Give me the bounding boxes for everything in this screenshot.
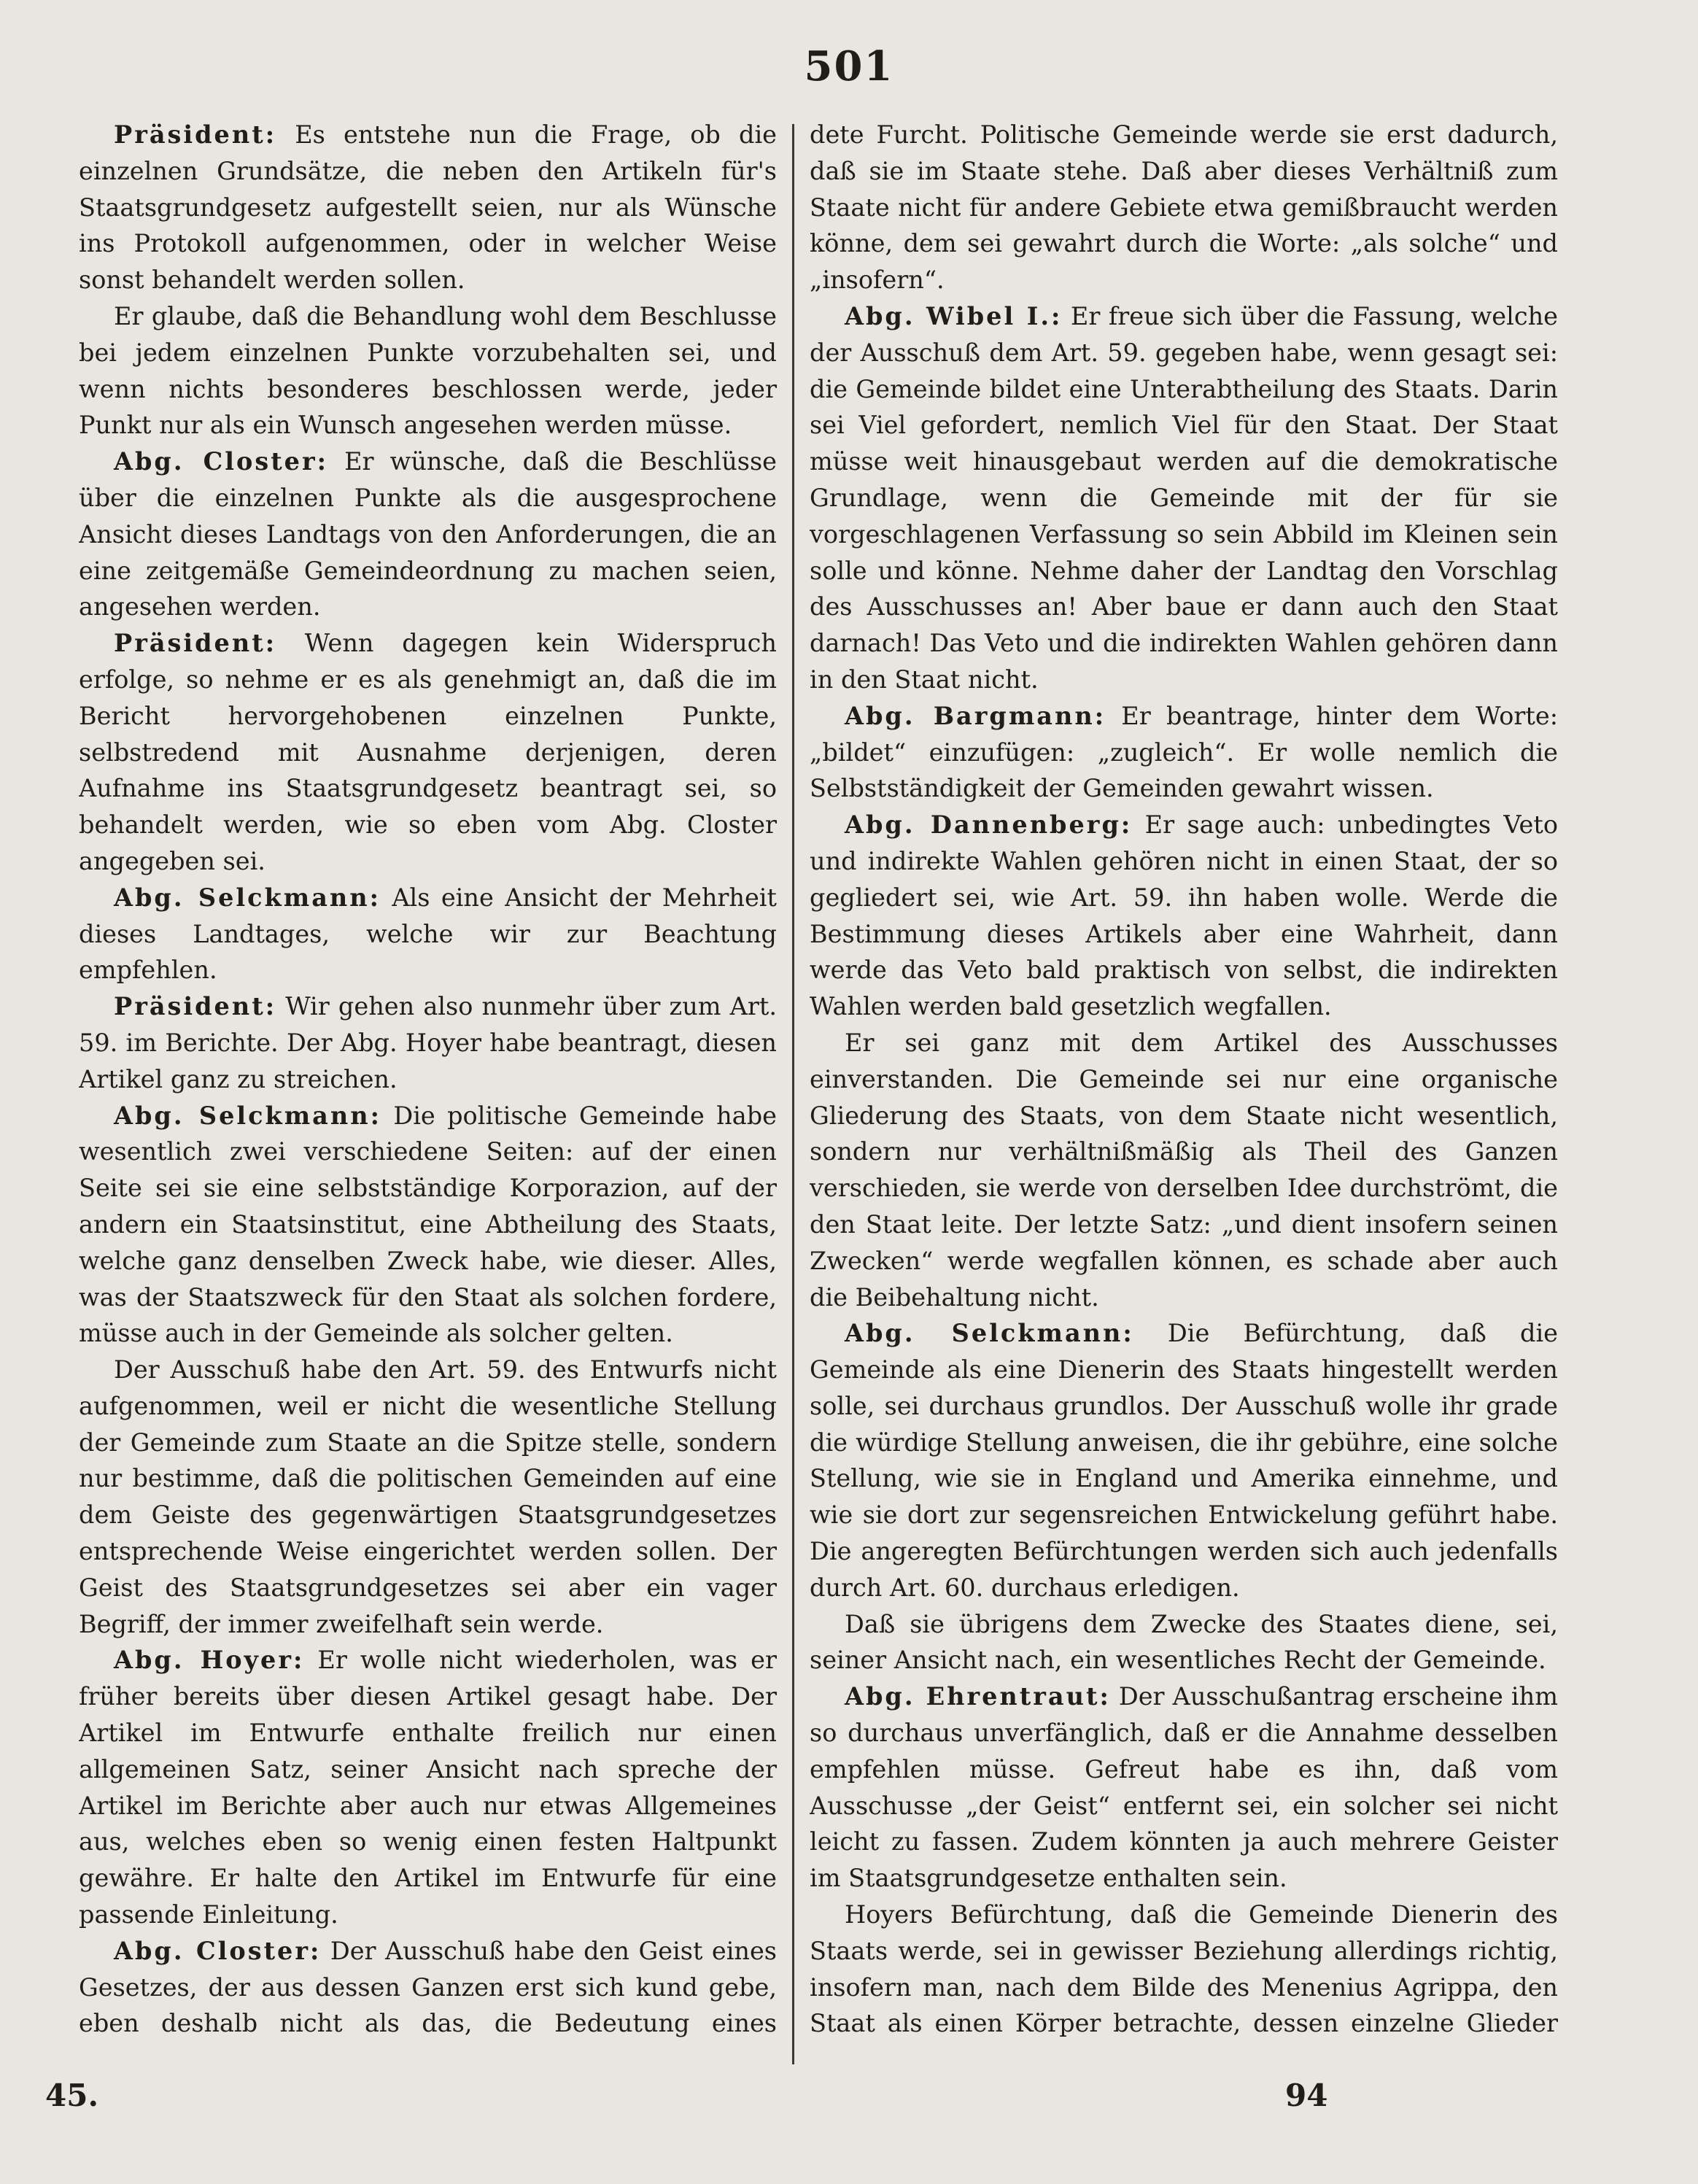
speaker-name: Abg. Ehrentraut: [845, 1682, 1111, 1711]
speaker-name: Abg. Closter: [114, 447, 329, 476]
paragraph-text: Der Ausschußantrag erscheine ihm so durchaus unverfänglich, daß er die Annahme desselben empfehlen müsse. Gefreut habe es ihn, daß vom Ausschusse „der Geist“ entfernt sei, ein solcher sei nicht leicht zu fassen. Zudem könnten ja auch mehrere Geister im Staatsgrundgesetze enthalten sein. [810, 1682, 1558, 1893]
paragraph-text: dete Furcht. Politische Gemeinde werde sie erst dadurch, daß sie im Staate stehe. Daß aber dieses Verhältniß zum Staate nicht für andere Gebiete etwa gemißbraucht werden könne, dem sei gewahrt durch die Worte: „als solche“ und „insofern“. [810, 120, 1558, 295]
paragraph [79, 444, 777, 625]
paragraph [810, 1606, 1558, 1679]
left-column [79, 117, 777, 2046]
paragraph-text: Er wolle nicht wiederholen, was er früher bereits über diesen Artikel gesagt habe. Der Artikel im Entwurfe enthalte freilich nur einen allgemeinen Satz, seiner Ansicht nach spreche der Artikel im Berichte aber auch nur etwas Allgemeines aus, welches eben so wenig einen festen Haltpunkt gewähre. Er halte den Artikel im Entwurfe für eine passende Einleitung. [79, 1646, 777, 1929]
paragraph [79, 1642, 777, 1932]
page-number: 501 [804, 42, 894, 90]
paragraph [79, 625, 777, 880]
speaker-name: Abg. Hoyer: [114, 1646, 305, 1675]
paragraph [79, 117, 777, 298]
paragraph-text: Er wünsche, daß die Beschlüsse über die einzelnen Punkte als die ausgesprochene Ansicht dieses Landtags von den Anforderungen, die an eine zeitgemäße Gemeindeordnung zu machen seien, angesehen werden. [79, 447, 777, 621]
paragraph-text: Wir gehen also nunmehr über zum Art. 59. im Berichte. Der Abg. Hoyer habe beantragt, diesen Artikel ganz zu streichen. [79, 992, 777, 1093]
paragraph [810, 298, 1558, 698]
right-column [810, 117, 1558, 2046]
speaker-name: Abg. Closter: [114, 1936, 322, 1965]
paragraph [79, 1352, 777, 1642]
paragraph-text: Wenn dagegen kein Widerspruch erfolge, so nehme er es als genehmigt an, daß die im Bericht hervorgehobenen einzelnen Punkte, selbstredend mit Ausnahme derjenigen, deren Aufnahme ins Staatsgrundgesetz beantragt sei, so behandelt werden, wie so eben vom Abg. Closter angegeben sei. [79, 629, 777, 875]
paragraph [79, 880, 777, 988]
paragraph [79, 298, 777, 444]
speaker-name: Abg. Selckmann: [114, 1101, 381, 1130]
paragraph [810, 807, 1558, 1025]
paragraph-text: Hoyers Befürchtung, daß die Gemeinde Dienerin des Staats werde, sei in gewisser Beziehung allerdings richtig, insofern man, nach dem Bilde des Menenius Agrippa, den Staat als einen Körper betrachte, dessen einzelne Glieder [810, 1900, 1558, 2038]
paragraph [79, 1933, 777, 2046]
speaker-name: Präsident: [114, 992, 277, 1021]
paragraph-text: Die Befürchtung, daß die Gemeinde als eine Dienerin des Staats hingestellt werden solle, sei durchaus grundlos. Der Ausschuß wolle ihr grade die würdige Stellung anweisen, die ihr gebühre, eine solche Stellung, wie sie in England und Amerika einnehme, und wie sie dort zur segensreichen Entwickelung geführt habe. Die angeregten Befürchtungen werden sich auch jedenfalls durch Art. 60. durchaus erledigen. [810, 1319, 1558, 1602]
paragraph [810, 1897, 1558, 2046]
column-divider [792, 124, 794, 2064]
paragraph [810, 1315, 1558, 1606]
paragraph-text: Er sage auch: unbedingtes Veto und indirekte Wahlen gehören nicht in einen Staat, der so gegliedert sei, wie Art. 59. ihn haben wolle. Werde die Bestimmung dieses Artikels aber eine Wahrheit, dann werde das Veto bald praktisch von selbst, die indirekten Wahlen werden bald gesetzlich wegfallen. [810, 810, 1558, 1021]
speaker-name: Abg. Bargmann: [845, 701, 1106, 730]
paragraph-text: Der Ausschuß habe den Geist eines Gesetzes, der aus dessen Ganzen erst sich kund gebe, eben deshalb nicht als das, die Bedeutung eines [79, 1936, 777, 2038]
paragraph-text: Es entstehe nun die Frage, ob die einzelnen Grundsätze, die neben den Artikeln für's Staatsgrundgesetz aufgestellt seien, nur als Wünsche ins Protokoll aufgenommen, oder in welcher Weise sonst behandelt werden sollen. [79, 120, 777, 295]
paragraph-text: Die politische Gemeinde habe wesentlich zwei verschiedene Seiten: auf der einen Seite sei sie eine selbstständige Korporazion, auf der andern ein Staatsinstitut, eine Abtheilung des Staats, welche ganz denselben Zweck habe, wie dieser. Alles, was der Staatszweck für den Staat als solchen fordere, müsse auch in der Gemeinde als solcher gelten. [79, 1101, 777, 1348]
speaker-name: Abg. Wibel I.: [845, 301, 1063, 330]
speaker-name: Präsident: [114, 120, 277, 149]
paragraph [810, 1678, 1558, 1897]
paragraph [79, 988, 777, 1097]
paragraph-text: Daß sie übrigens dem Zwecke des Staates diene, sei, seiner Ansicht nach, ein wesentliches Recht der Gemeinde. [810, 1609, 1558, 1675]
paragraph [810, 117, 1558, 298]
paragraph-text: Er beantrage, hinter dem Worte: „bildet“ einzufügen: „zugleich“. Er wolle nemlich die Selbstständigkeit der Gemeinden gewahrt wissen. [810, 701, 1558, 803]
signature-mark-right: 94 [1285, 2077, 1328, 2113]
paragraph [810, 1025, 1558, 1315]
paragraph [79, 1098, 777, 1352]
speaker-name: Präsident: [114, 629, 277, 658]
paragraph-text: Er sei ganz mit dem Artikel des Ausschusses einverstanden. Die Gemeinde sei nur eine organische Gliederung des Staats, von dem Staate nicht wesentlich, sondern nur verhältnißmäßig als Theil des Ganzen verschieden, sie werde von derselben Idee durchströmt, die den Staat leite. Der letzte Satz: „und dient insofern seinen Zwecken“ werde wegfallen können, es schade aber auch die Beibehaltung nicht. [810, 1028, 1558, 1312]
paragraph-text: Der Ausschuß habe den Art. 59. des Entwurfs nicht aufgenommen, weil er nicht die wesentliche Stellung der Gemeinde zum Staate an die Spitze stelle, sondern nur bestimme, daß die politischen Gemeinden auf eine dem Geiste des gegenwärtigen Staatsgrundgesetzes entsprechende Weise eingerichtet werden sollen. Der Geist des Staatsgrundgesetzes sei aber ein vager Begriff, der immer zweifelhaft sein werde. [79, 1355, 777, 1638]
speaker-name: Abg. Dannenberg: [845, 810, 1133, 840]
paragraph-text: Als eine Ansicht der Mehrheit dieses Landtages, welche wir zur Beachtung empfehlen. [79, 883, 777, 985]
speaker-name: Abg. Selckmann: [114, 883, 381, 912]
speaker-name: Abg. Selckmann: [845, 1319, 1134, 1348]
paragraph [810, 698, 1558, 807]
paragraph-text: Er freue sich über die Fassung, welche der Ausschuß dem Art. 59. gegeben habe, wenn gesagt sei: die Gemeinde bildet eine Unterabtheilung des Staats. Darin sei Viel gefordert, nemlich Viel für den Staat. Der Staat müsse weit hinausgebaut werden auf die demokratische Grundlage, wenn die Gemeinde mit der für sie vorgeschlagenen Verfassung so sein Abbild im Kleinen sein solle und könne. Nehme daher der Landtag den Vorschlag des Ausschusses an! Aber baue er dann auch den Staat darnach! Das Veto und die indirekten Wahlen gehören dann in den Staat nicht. [810, 301, 1558, 694]
paragraph-text: Er glaube, daß die Behandlung wohl dem Beschlusse bei jedem einzelnen Punkte vorzubehalten sei, und wenn nichts besonderes beschlossen werde, jeder Punkt nur als ein Wunsch angesehen werden müsse. [79, 301, 777, 440]
signature-mark-left: 45. [45, 2077, 99, 2113]
